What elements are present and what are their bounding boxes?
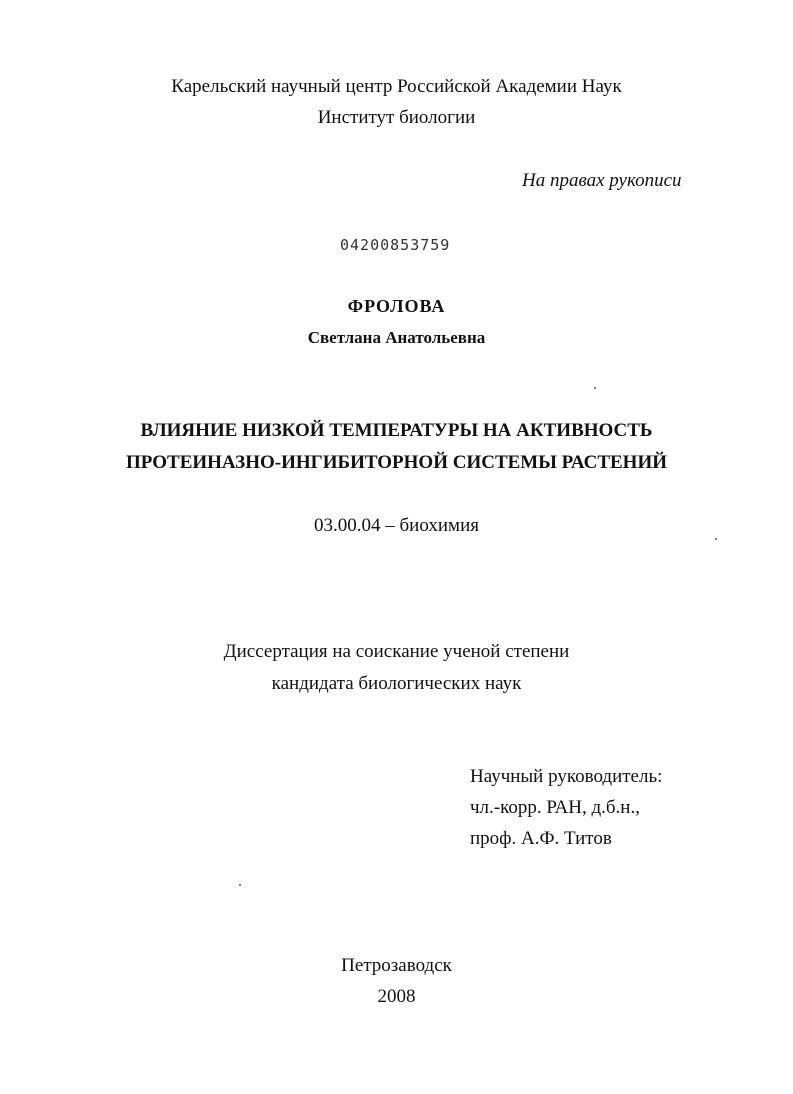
scan-speck <box>594 387 596 389</box>
scan-speck <box>715 538 717 540</box>
author-name: Светлана Анатольевна <box>307 328 486 347</box>
supervisor-rank: чл.-корр. РАН, д.б.н., <box>470 797 640 818</box>
author-surname: ФРОЛОВА <box>347 296 446 316</box>
scan-speck <box>239 884 241 886</box>
dissertation-title-line-1: ВЛИЯНИЕ НИЗКОЙ ТЕМПЕРАТУРЫ НА АКТИВНОСТЬ <box>140 420 653 441</box>
degree-line-2: кандидата биологических наук <box>271 673 522 694</box>
supervisor-name: проф. А.Ф. Титов <box>470 828 612 849</box>
supervisor-label: Научный руководитель: <box>470 766 663 787</box>
specialty-code: 03.00.04 – биохимия <box>314 515 479 536</box>
degree-line-1: Диссертация на соискание ученой степени <box>223 641 570 662</box>
city: Петрозаводск <box>341 955 452 976</box>
manuscript-note: На правах рукописи <box>522 170 682 191</box>
year: 2008 <box>377 986 416 1007</box>
institute-name: Институт биологии <box>317 107 476 128</box>
registration-code: 04200853759 <box>340 236 451 254</box>
organization-name: Карельский научный центр Российской Академии Наук <box>171 76 622 97</box>
dissertation-title-line-2: ПРОТЕИНАЗНО-ИНГИБИТОРНОЙ СИСТЕМЫ РАСТЕНИЙ <box>125 452 668 473</box>
